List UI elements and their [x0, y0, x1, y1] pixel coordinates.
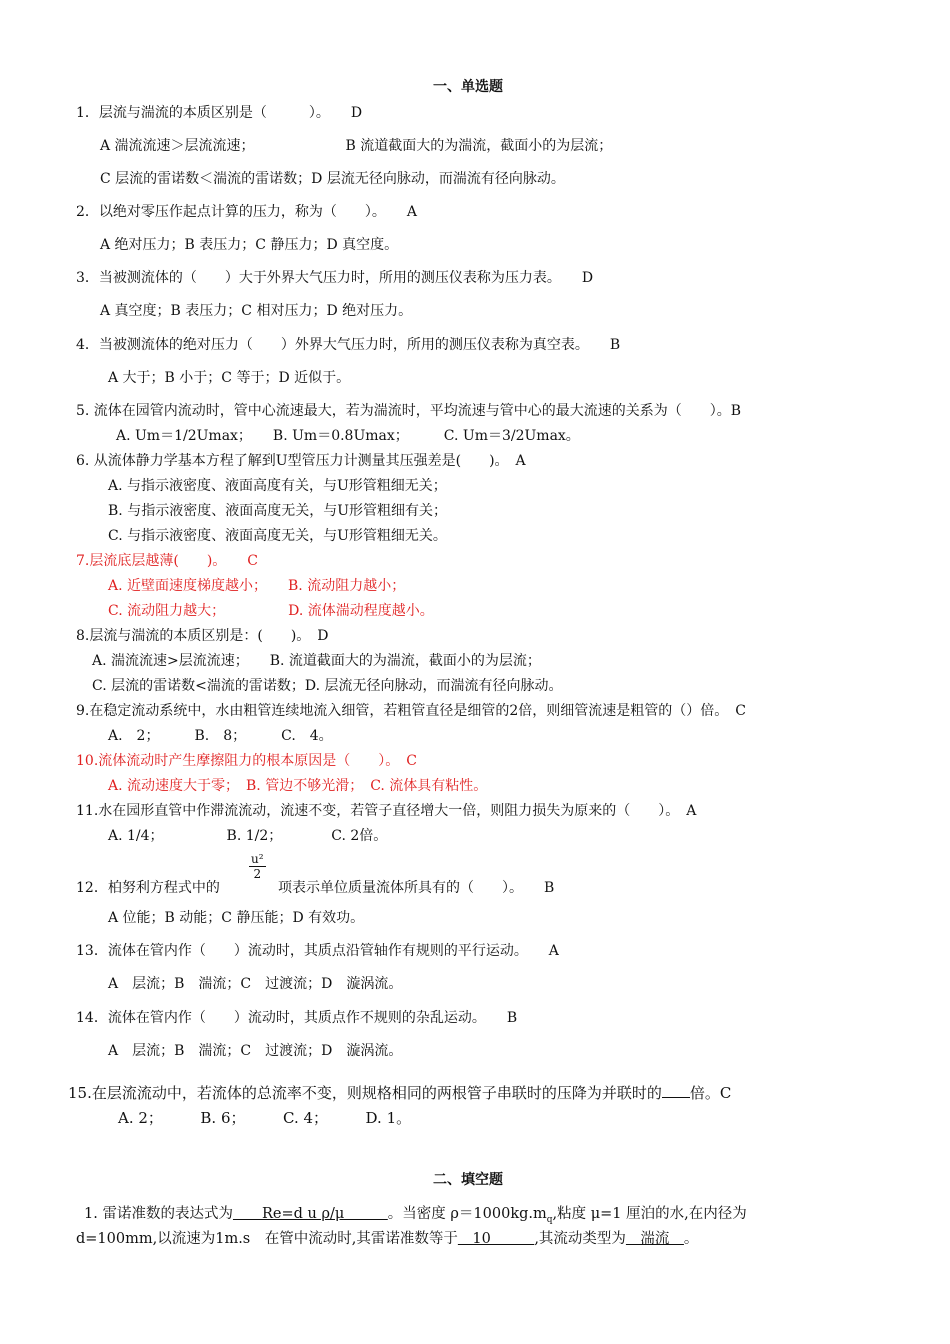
- fraction-u-squared-over-2: [249, 852, 266, 881]
- question-8-options-a-b: A. 湍流流速>层流流速； B. 流道截面大的为湍流，截面小的为层流；: [92, 653, 541, 669]
- question-15-blank: [662, 1085, 690, 1098]
- fill-q1-line2-end: 。: [683, 1231, 699, 1247]
- question-15-answer: 倍。C: [689, 1084, 732, 1102]
- question-7: 7.层流底层越薄( )。 C: [76, 553, 258, 569]
- question-2: 2．以绝对零压作起点计算的压力，称为（ ）。 A: [76, 204, 418, 220]
- question-14-options: A 层流；B 湍流；C 过渡流；D 漩涡流。: [108, 1043, 403, 1059]
- fill-q1-line2-prefix: d=100mm,以流速为1m.s 在管中流动时,其雷诺准数等于: [76, 1231, 458, 1247]
- question-9-options: A. 2； B. 8； C. 4。: [108, 728, 333, 744]
- fill-q1-mid1: 。当密度 ρ＝1000kg.m: [387, 1206, 547, 1222]
- question-7-options-a-b: A. 近壁面速度梯度越小； B. 流动阻力越小；: [108, 578, 406, 594]
- question-4-options: A 大于；B 小于；C 等于；D 近似于。: [108, 370, 351, 386]
- section-title-fill-in: 二、填空题: [433, 1172, 503, 1188]
- fill-question-1-line-2: [76, 1230, 698, 1248]
- question-3: 3．当被测流体的（ ）大于外界大气压力时，所用的测压仪表称为压力表。 D: [76, 270, 594, 286]
- question-5-options: A. Um＝1/2Umax； B. Um＝0.8Umax； C. Um＝3/2Umax。: [116, 428, 580, 444]
- question-3-options: A 真空度；B 表压力；C 相对压力；D 绝对压力。: [100, 303, 413, 319]
- question-1: 1．层流与湍流的本质区别是（ ）。 D: [76, 105, 363, 121]
- question-13: 13．流体在管内作（ ）流动时，其质点沿管轴作有规则的平行运动。 A: [76, 943, 559, 959]
- question-15-options: A. 2； B. 6； C. 4； D. 1。: [118, 1109, 412, 1127]
- question-7-options-c-d: C. 流动阻力越大； D. 流体湍动程度越小。: [108, 603, 434, 619]
- fill-q1-blank-reynolds: 10: [457, 1231, 535, 1247]
- question-12-options: A 位能；B 动能；C 静压能；D 有效功。: [108, 910, 365, 926]
- question-6: 6. 从流体静力学基本方程了解到U型管压力计测量其压强差是( )。 A: [76, 453, 526, 469]
- question-2-options: A 绝对压力；B 表压力；C 静压力；D 真空度。: [100, 237, 399, 253]
- question-6-option-c: C. 与指示液密度、液面高度无关，与U形管粗细无关。: [108, 528, 447, 544]
- question-9: 9.在稳定流动系统中，水由粗管连续地流入细管，若粗管直径是细管的2倍，则细管流速是粗管的（）倍。 C: [76, 703, 746, 719]
- question-15-text: 15.在层流流动中，若流体的总流率不变，则规格相同的两根管子串联时的压降为并联时的: [68, 1084, 662, 1102]
- question-10-options: A. 流动速度大于零； B. 管边不够光滑； C. 流体具有粘性。: [108, 778, 488, 794]
- question-8-options-c-d: C. 层流的雷诺数<湍流的雷诺数；D. 层流无径向脉动，而湍流有径向脉动。: [92, 678, 563, 694]
- question-11: 11.水在园形直管中作滞流流动，流速不变，若管子直径增大一倍，则阻力损失为原来的（ ）。 A: [76, 803, 697, 819]
- fill-q1-blank-expression: Re=d u ρ/μ: [232, 1206, 388, 1222]
- question-14: 14．流体在管内作（ ）流动时，其质点作不规则的杂乱运动。 B: [76, 1010, 518, 1026]
- fill-q1-blank-flow-type: 湍流: [625, 1231, 684, 1247]
- question-12-prefix: 12．柏努利方程式中的: [76, 880, 220, 896]
- question-1-options-a-b: A 湍流流速＞层流流速； B 流道截面大的为湍流，截面小的为层流；: [100, 138, 613, 154]
- question-15: [68, 1084, 731, 1102]
- fill-question-1-line-1: [84, 1205, 747, 1229]
- fraction-numerator: u²: [251, 852, 264, 866]
- question-6-option-a: A. 与指示液密度、液面高度有关，与U形管粗细无关；: [108, 478, 447, 494]
- question-6-option-b: B. 与指示液密度、液面高度无关，与U形管粗细有关；: [108, 503, 447, 519]
- section-title-single-choice: 一、单选题: [433, 79, 503, 95]
- fill-q1-mid2: ,粘度 μ=1 厘泊的水,在内径为: [552, 1206, 747, 1222]
- question-11-options: A. 1/4； B. 1/2； C. 2倍。: [108, 828, 388, 844]
- question-4: 4．当被测流体的绝对压力（ ）外界大气压力时，所用的测压仪表称为真空表。 B: [76, 337, 621, 353]
- question-1-options-c-d: C 层流的雷诺数＜湍流的雷诺数；D 层流无径向脉动，而湍流有径向脉动。: [100, 171, 565, 187]
- question-12-suffix: 项表示单位质量流体所具有的（ ）。 B: [278, 880, 555, 896]
- question-5: 5. 流体在园管内流动时，管中心流速最大，若为湍流时，平均流速与管中心的最大流速的关系为（ ）。B: [76, 403, 742, 419]
- fill-q1-line2-mid: ,其流动类型为: [534, 1231, 626, 1247]
- question-8: 8.层流与湍流的本质区别是：( )。 D: [76, 628, 329, 644]
- fill-q1-subscript: q: [546, 1214, 553, 1225]
- fraction-denominator: 2: [253, 867, 262, 881]
- question-10: 10.流体流动时产生摩擦阻力的根本原因是（ ）。 C: [76, 753, 417, 769]
- question-13-options: A 层流；B 湍流；C 过渡流；D 漩涡流。: [108, 976, 403, 992]
- fill-q1-prefix: 1. 雷诺准数的表达式为: [84, 1206, 233, 1222]
